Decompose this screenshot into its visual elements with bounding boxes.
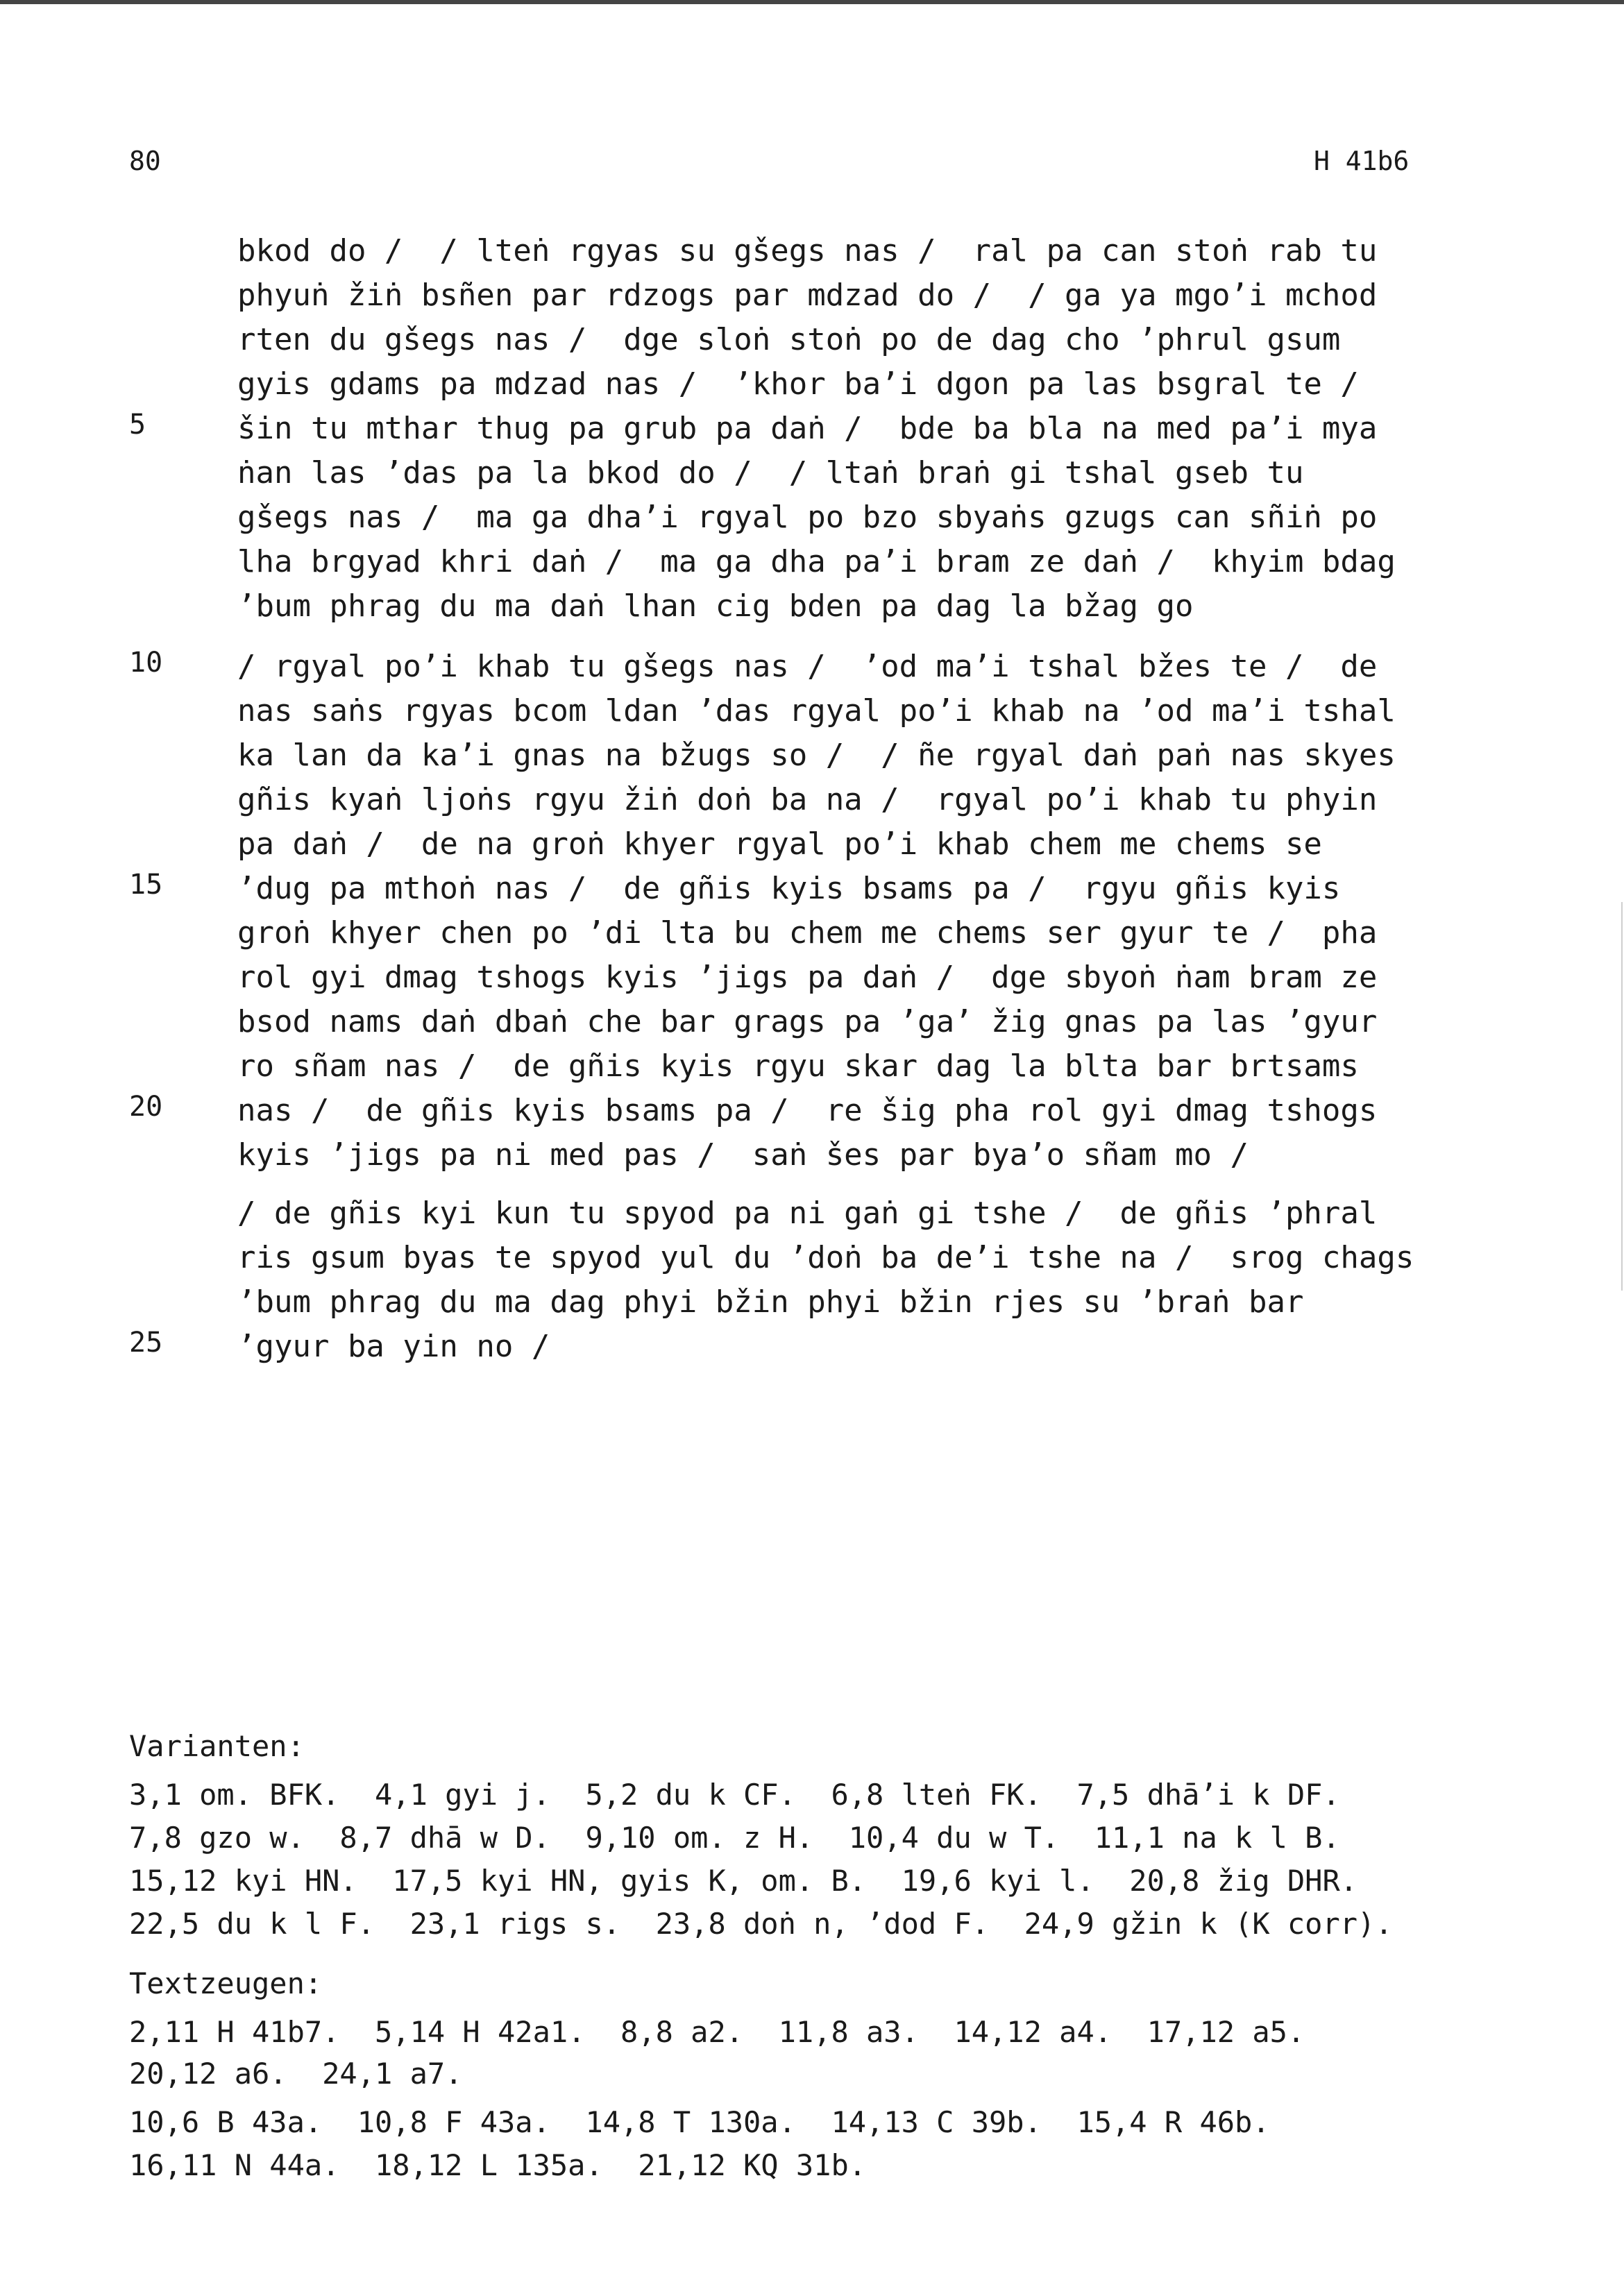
line-number: 5 xyxy=(129,409,146,441)
text-line: ’gyur ba yin no / xyxy=(237,1329,550,1364)
scan-right-edge xyxy=(1621,902,1623,1291)
text-line: bsod nams daṅ dbaṅ che bar grags pa ’ga’ žig gnas pa las ’gyur xyxy=(237,1004,1378,1039)
variant-line: 22,5 du k l F. 23,1 rigs s. 23,8 doṅ n, ’dod F. 24,9 gžin k (K corr). xyxy=(129,1907,1393,1941)
witness-line: 16,11 N 44a. 18,12 L 135a. 21,12 KQ 31b. xyxy=(129,2148,867,2182)
text-line: rol gyi dmag tshogs kyis ’jigs pa daṅ / dge sbyoṅ ṅam bram ze xyxy=(237,960,1378,995)
line-number: 25 xyxy=(129,1327,163,1359)
text-line: / rgyal po’i khab tu gšegs nas / ’od ma’i tshal bžes te / de xyxy=(237,649,1378,684)
page-number: 80 xyxy=(129,146,161,176)
text-line: ’bum phrag du ma daṅ lhan cig bden pa dag la bžag go xyxy=(237,588,1194,624)
variant-line: 7,8 gzo w. 8,7 dhā w D. 9,10 om. z H. 10,4 du w T. 11,1 na k l B. xyxy=(129,1821,1340,1855)
scan-top-edge xyxy=(0,0,1624,4)
line-number: 10 xyxy=(129,647,163,679)
variant-line: 15,12 kyi HN. 17,5 kyi HN, gyis K, om. B. 19,6 kyi l. 20,8 žig DHR. xyxy=(129,1864,1358,1898)
text-line: šin tu mthar thug pa grub pa daṅ / bde ba bla na med pa’i mya xyxy=(237,411,1378,446)
text-line: pa daṅ / de na groṅ khyer rgyal po’i khab chem me chems se xyxy=(237,826,1322,862)
varianten-heading: Varianten: xyxy=(129,1729,305,1763)
text-line: gšegs nas / ma ga dha’i rgyal po bzo sbyaṅs gzugs can sñiṅ po xyxy=(237,500,1378,535)
text-line: / de gñis kyi kun tu spyod pa ni gaṅ gi tshe / de gñis ’phral xyxy=(237,1196,1378,1231)
text-line: phyuṅ žiṅ bsñen par rdzogs par mdzad do / / ga ya mgo’i mchod xyxy=(237,278,1378,313)
text-line: ro sñam nas / de gñis kyis rgyu skar dag la blta bar brtsams xyxy=(237,1048,1359,1084)
text-line: bkod do / / lteṅ rgyas su gšegs nas / ral pa can stoṅ rab tu xyxy=(237,233,1378,269)
text-line: ’dug pa mthoṅ nas / de gñis kyis bsams pa / rgyu gñis kyis xyxy=(237,871,1341,906)
text-line: gyis gdams pa mdzad nas / ’khor ba’i dgon pa las bsgral te / xyxy=(237,366,1359,402)
witness-line: 10,6 B 43a. 10,8 F 43a. 14,8 T 130a. 14,13 C 39b. 15,4 R 46b. xyxy=(129,2105,1270,2139)
textzeugen-heading: Textzeugen: xyxy=(129,1966,323,2000)
text-line: gñis kyaṅ ljoṅs rgyu žiṅ doṅ ba na / rgyal po’i khab tu phyin xyxy=(237,782,1378,817)
text-line: ’bum phrag du ma dag phyi bžin phyi bžin rjes su ’braṅ bar xyxy=(237,1284,1304,1320)
running-head: H 41b6 xyxy=(1314,146,1410,176)
variant-line: 3,1 om. BFK. 4,1 gyi j. 5,2 du k CF. 6,8 lteṅ FK. 7,5 dhā’i k DF. xyxy=(129,1778,1340,1812)
text-line: lha brgyad khri daṅ / ma ga dha pa’i bram ze daṅ / khyim bdag xyxy=(237,544,1396,579)
witness-line: 20,12 a6. 24,1 a7. xyxy=(129,2057,463,2091)
text-line: ris gsum byas te spyod yul du ’doṅ ba de’i tshe na / srog chags xyxy=(237,1240,1414,1275)
line-number: 15 xyxy=(129,869,163,901)
text-line: ka lan da ka’i gnas na bžugs so / / ñe rgyal daṅ paṅ nas skyes xyxy=(237,738,1396,773)
text-line: ṅan las ’das pa la bkod do / / ltaṅ braṅ gi tshal gseb tu xyxy=(237,455,1304,491)
witness-line: 2,11 H 41b7. 5,14 H 42a1. 8,8 a2. 11,8 a3. 14,12 a4. 17,12 a5. xyxy=(129,2015,1305,2049)
text-line: nas saṅs rgyas bcom ldan ’das rgyal po’i khab na ’od ma’i tshal xyxy=(237,693,1396,729)
text-line: nas / de gñis kyis bsams pa / re šig pha rol gyi dmag tshogs xyxy=(237,1093,1378,1128)
text-line: groṅ khyer chen po ’di lta bu chem me chems ser gyur te / pha xyxy=(237,915,1378,951)
text-line: kyis ’jigs pa ni med pas / saṅ šes par bya’o sñam mo / xyxy=(237,1137,1249,1173)
line-number: 20 xyxy=(129,1091,163,1123)
text-line: rten du gšegs nas / dge sloṅ stoṅ po de dag cho ’phrul gsum xyxy=(237,322,1341,357)
